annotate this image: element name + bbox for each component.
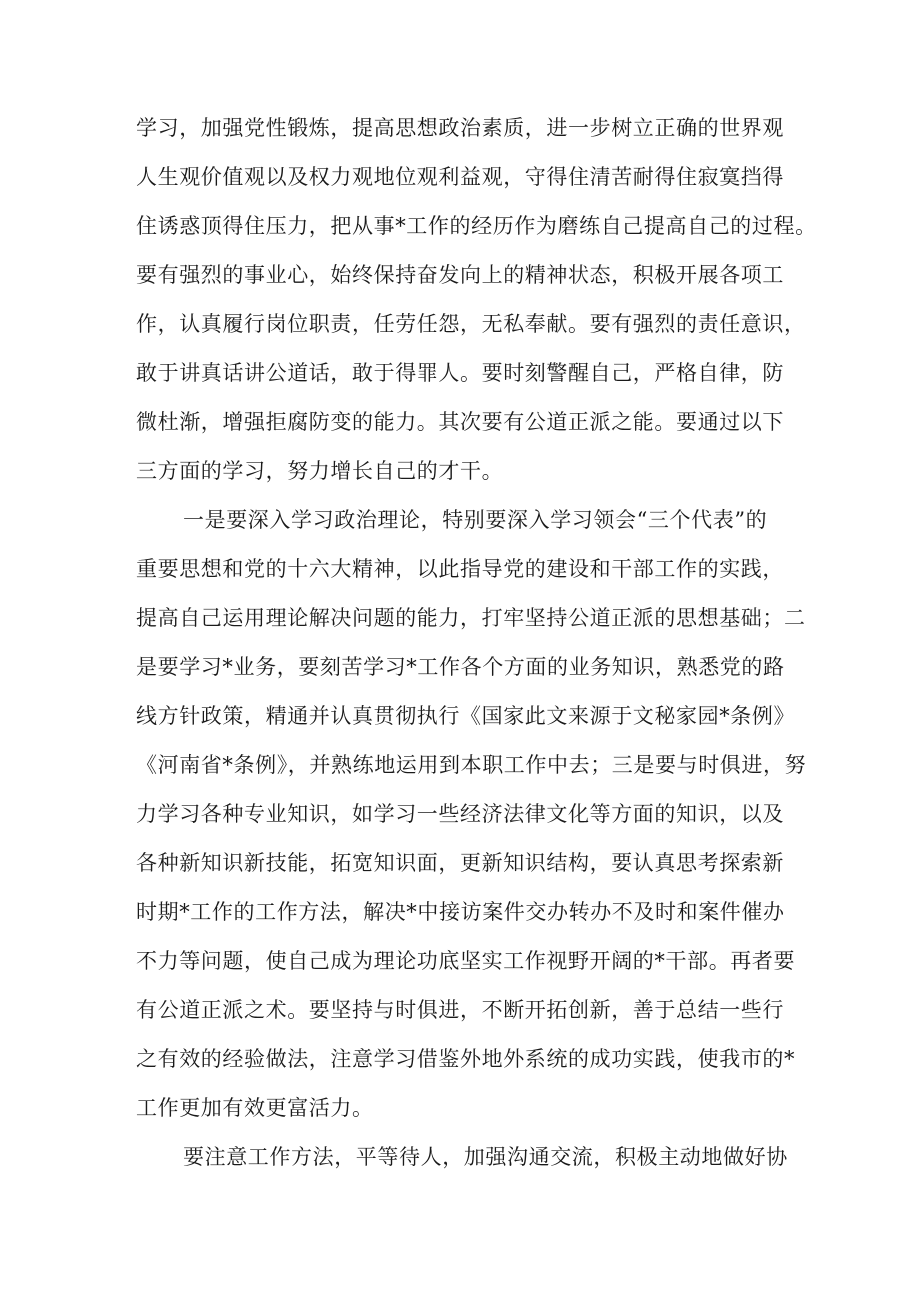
text-line: 《河南省*条例》，并熟练地运用到本职工作中去；三是要与时俱进，努 bbox=[136, 753, 807, 777]
text-line: 之有效的经验做法，注意学习借鉴外地外系统的成功实践，使我市的* bbox=[136, 1047, 796, 1071]
text-line: 提高自己运用理论解决问题的能力，打牢坚持公道正派的思想基础；二 bbox=[136, 606, 806, 630]
text-line: 要有强烈的事业心，始终保持奋发向上的精神状态，积极开展各项工 bbox=[136, 263, 784, 287]
text-line: 各种新知识新技能，拓宽知识面，更新知识结构，要认真思考探索新 bbox=[136, 851, 784, 875]
text-line: 敢于讲真话讲公道话，敢于得罪人。要时刻警醒自己，严格自律，防 bbox=[136, 361, 784, 385]
text-line: 作，认真履行岗位职责，任劳任怨，无私奉献。要有强烈的责任意识， bbox=[136, 312, 806, 336]
text-line: 学习，加强党性锻炼，提高思想政治素质，进一步树立正确的世界观 bbox=[136, 116, 784, 140]
paragraph-start-line: 一是要深入学习政治理论，特别要深入学习领会“三个代表”的 bbox=[183, 508, 768, 532]
text-line: 重要思想和党的十六大精神，以此指导党的建设和干部工作的实践， bbox=[136, 557, 784, 581]
text-line: 是要学习*业务，要刻苦学习*工作各个方面的业务知识，熟悉党的路 bbox=[136, 655, 785, 679]
text-line: 有公道正派之术。要坚持与时俱进，不断开拓创新，善于总结一些行 bbox=[136, 998, 784, 1022]
text-line: 微杜渐，增强拒腐防变的能力。其次要有公道正派之能。要通过以下 bbox=[136, 410, 784, 434]
text-line: 工作更加有效更富活力。 bbox=[136, 1096, 374, 1120]
text-line: 时期*工作的工作方法，解决*中接访案件交办转办不及时和案件催办 bbox=[136, 900, 785, 924]
text-line: 力学习各种专业知识，如学习一些经济法律文化等方面的知识，以及 bbox=[136, 802, 784, 826]
text-line: 人生观价值观以及权力观地位观利益观，守得住清苦耐得住寂寞挡得 bbox=[136, 165, 784, 189]
text-line: 三方面的学习，努力增长自己的才干。 bbox=[136, 459, 504, 483]
text-line: 线方针政策，精通并认真贯彻执行《国家此文来源于文秘家园*条例》 bbox=[136, 704, 796, 728]
paragraph-start-line: 要注意工作方法，平等待人，加强沟通交流，积极主动地做好协 bbox=[183, 1145, 788, 1169]
text-line: 不力等问题，使自己成为理论功底坚实工作视野开阔的*干部。再者要 bbox=[136, 949, 796, 973]
text-line: 住诱惑顶得住压力，把从事*工作的经历作为磨练自己提高自己的过程。 bbox=[136, 214, 817, 238]
